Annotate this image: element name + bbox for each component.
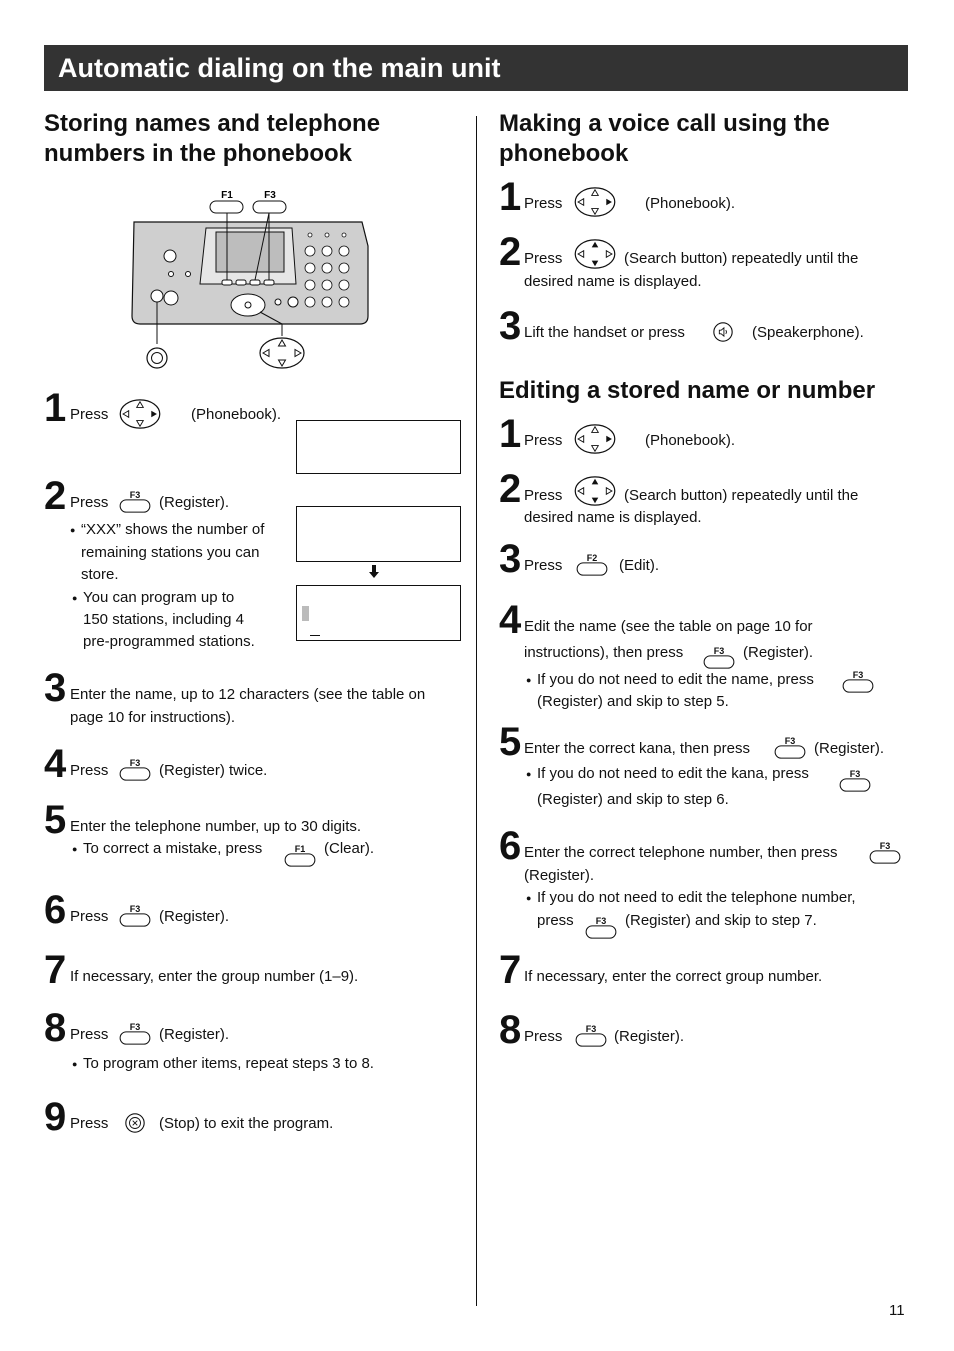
f3-key-label: F3 — [129, 1022, 141, 1032]
edit-step-1-number: 1 — [499, 412, 521, 456]
left-step-7-text: If necessary, enter the group number (1–9). — [70, 968, 359, 985]
search-button-icon — [573, 238, 617, 270]
left-step-3-line-2: page 10 for instructions). — [70, 709, 236, 726]
left-step-8-number: 8 — [44, 1006, 66, 1050]
lcd-display-step-2 — [296, 506, 461, 562]
left-step-2-text: Press — [70, 494, 109, 511]
left-step-2-bullet-2-line-1: ● You can program up to — [83, 587, 234, 609]
edit-step-6-line-1: Enter the correct telephone number, then press — [524, 844, 838, 861]
edit-step-4-bullet-1: ● If you do not need to edit the name, press — [537, 669, 814, 691]
edit-step-6-bullet-1-line-2: press — [537, 912, 574, 929]
page-number: 11 — [889, 1302, 905, 1319]
lcd-display-name-entry — [296, 585, 461, 641]
voice-step-1-number: 1 — [499, 175, 521, 219]
lcd-display-step-1 — [296, 420, 461, 474]
left-step-7-number: 7 — [44, 948, 66, 992]
left-step-5-line-1: Enter the telephone number, up to 30 digits. — [70, 818, 362, 835]
edit-step-6-bullet-1-line-2-after: (Register) and skip to step 7. — [625, 912, 817, 929]
edit-step-7-text: If necessary, enter the correct group number. — [524, 968, 823, 985]
left-step-4-number: 4 — [44, 742, 66, 786]
left-step-8-bullet-1: ● To program other items, repeat steps 3 to 8. — [83, 1053, 374, 1075]
left-step-3-number: 3 — [44, 666, 66, 710]
left-heading — [44, 109, 380, 169]
left-step-2-bullet-1-line-3: store. — [81, 566, 119, 583]
voice-step-2-number: 2 — [499, 230, 521, 274]
edit-step-6-line-2: (Register). — [524, 867, 595, 884]
voice-step-2-text: Press — [524, 250, 563, 267]
edit-step-3-text: Press — [524, 557, 563, 574]
f3-key-label: F3 — [595, 916, 607, 926]
f3-key-icon — [585, 916, 617, 940]
stop-icon — [124, 1112, 146, 1134]
left-step-2-after: (Register). — [159, 494, 230, 511]
voice-step-1-after: (Phonebook). — [645, 195, 736, 212]
f2-key-icon — [576, 553, 608, 577]
voice-step-3-number: 3 — [499, 304, 521, 348]
left-step-6-text: Press — [70, 908, 109, 925]
voice-heading — [499, 109, 830, 169]
f2-key-label: F2 — [586, 553, 598, 563]
f3-key-icon — [119, 490, 151, 514]
f3-key-label: F3 — [784, 736, 796, 746]
edit-step-2-after: (Search button) repeatedly until the — [624, 487, 859, 504]
left-step-9-number: 9 — [44, 1095, 66, 1139]
left-step-5-number: 5 — [44, 798, 66, 842]
f3-key-icon — [869, 841, 901, 865]
left-heading-line-1: Storing names and telephone — [44, 110, 381, 137]
edit-step-2-text: Press — [524, 487, 563, 504]
left-step-5-bullet-1: ● To correct a mistake, press — [83, 838, 262, 860]
voice-heading-line-2: phonebook — [499, 140, 629, 167]
edit-step-4-number: 4 — [499, 598, 521, 642]
diagram-f3-label: F3 — [264, 190, 276, 201]
lcd-underline-cursor — [310, 635, 320, 636]
left-step-9-text: Press — [70, 1115, 109, 1132]
edit-step-5-number: 5 — [499, 720, 521, 764]
left-step-6-number: 6 — [44, 888, 66, 932]
phonebook-navigator-icon — [118, 398, 162, 430]
left-step-2-bullet-2-line-3: pre-programmed stations. — [83, 633, 255, 650]
left-step-5-bullet-1-after: (Clear). — [324, 840, 375, 857]
left-step-1-number: 1 — [44, 386, 66, 430]
left-step-4-after: (Register) twice. — [159, 762, 268, 779]
f3-key-label: F3 — [129, 904, 141, 914]
column-divider — [476, 116, 477, 1306]
edit-step-6-number: 6 — [499, 824, 521, 868]
edit-step-5-bullet-1-line-2: (Register) and skip to step 6. — [537, 791, 729, 808]
f3-key-icon — [774, 736, 806, 760]
voice-step-2-line-2: desired name is displayed. — [524, 273, 702, 290]
edit-step-4-bullet-1-line-2: (Register) and skip to step 5. — [537, 693, 729, 710]
edit-step-2-number: 2 — [499, 467, 521, 511]
f3-key-label: F3 — [713, 646, 725, 656]
edit-step-8-number: 8 — [499, 1008, 521, 1052]
fax-unit-diagram — [130, 186, 370, 372]
left-step-2-bullet-1-line-2: remaining stations you can — [81, 544, 260, 561]
edit-step-4-line-1: Edit the name (see the table on page 10 for — [524, 618, 813, 635]
voice-step-3-after: (Speakerphone). — [752, 324, 864, 341]
edit-heading: Editing a stored name or number — [499, 377, 876, 404]
edit-step-2-line-2: desired name is displayed. — [524, 509, 702, 526]
edit-step-7-number: 7 — [499, 948, 521, 992]
diagram-f3-key — [253, 201, 286, 213]
left-step-6-after: (Register). — [159, 908, 230, 925]
edit-step-5-line-1: Enter the correct kana, then press — [524, 740, 750, 757]
edit-step-5-bullet-1: ● If you do not need to edit the kana, press — [537, 763, 809, 785]
left-step-8-after: (Register). — [159, 1026, 230, 1043]
voice-step-3-text: Lift the handset or press — [524, 324, 685, 341]
f1-key-label: F1 — [294, 844, 306, 854]
left-step-4-text: Press — [70, 762, 109, 779]
left-step-9-after: (Stop) to exit the program. — [159, 1115, 334, 1132]
edit-step-3-after: (Edit). — [619, 557, 660, 574]
f3-key-label: F3 — [879, 841, 891, 851]
left-step-2-number: 2 — [44, 474, 66, 518]
search-button-icon — [573, 475, 617, 507]
f3-key-label: F3 — [852, 670, 864, 680]
lcd-cursor-block — [302, 606, 309, 621]
voice-heading-line-1: Making a voice call using the — [499, 110, 830, 137]
edit-step-1-after: (Phonebook). — [645, 432, 736, 449]
f3-key-label: F3 — [129, 758, 141, 768]
voice-step-1-text: Press — [524, 195, 563, 212]
left-step-1-after: (Phonebook). — [191, 406, 282, 423]
phonebook-navigator-icon — [573, 186, 617, 218]
f1-key-icon — [284, 844, 316, 868]
left-heading-line-2: numbers in the phonebook — [44, 140, 353, 167]
f3-key-icon — [119, 1022, 151, 1046]
edit-step-3-number: 3 — [499, 537, 521, 581]
speakerphone-icon — [712, 321, 734, 343]
arrow-down-icon — [368, 565, 380, 579]
edit-step-5-line-1-after: (Register). — [814, 740, 885, 757]
diagram-f1-label: F1 — [221, 190, 233, 201]
left-step-3-line-1: Enter the name, up to 12 characters (see the table on — [70, 686, 426, 703]
phonebook-navigator-icon — [573, 423, 617, 455]
f3-key-icon — [575, 1024, 607, 1048]
voice-step-2-after: (Search button) repeatedly until the — [624, 250, 859, 267]
section-banner: Automatic dialing on the main unit — [44, 45, 908, 91]
f3-key-label: F3 — [849, 769, 861, 779]
diagram-display — [216, 232, 284, 272]
diagram-f1-key — [210, 201, 243, 213]
diagram-navigator — [231, 294, 265, 316]
diagram-stop-key — [151, 290, 163, 302]
edit-step-6-bullet-1: ● If you do not need to edit the telephone number, — [537, 887, 856, 909]
f3-key-icon — [842, 670, 874, 694]
edit-step-8-text: Press — [524, 1028, 563, 1045]
f3-key-icon — [119, 904, 151, 928]
edit-step-4-line-2-after: (Register). — [743, 644, 814, 661]
edit-step-1-text: Press — [524, 432, 563, 449]
left-step-2-bullet-2-line-2: 150 stations, including 4 — [83, 611, 244, 628]
left-step-1-text: Press — [70, 406, 109, 423]
f3-key-icon — [839, 769, 871, 793]
f3-key-icon — [703, 646, 735, 670]
f3-key-label: F3 — [129, 490, 141, 500]
f3-key-icon — [119, 758, 151, 782]
left-step-8-text: Press — [70, 1026, 109, 1043]
edit-step-8-after: (Register). — [614, 1028, 685, 1045]
f3-key-label: F3 — [585, 1024, 597, 1034]
edit-step-4-line-2: instructions), then press — [524, 644, 684, 661]
left-step-2-bullet-1-line-1: ● “XXX” shows the number of — [81, 519, 264, 541]
